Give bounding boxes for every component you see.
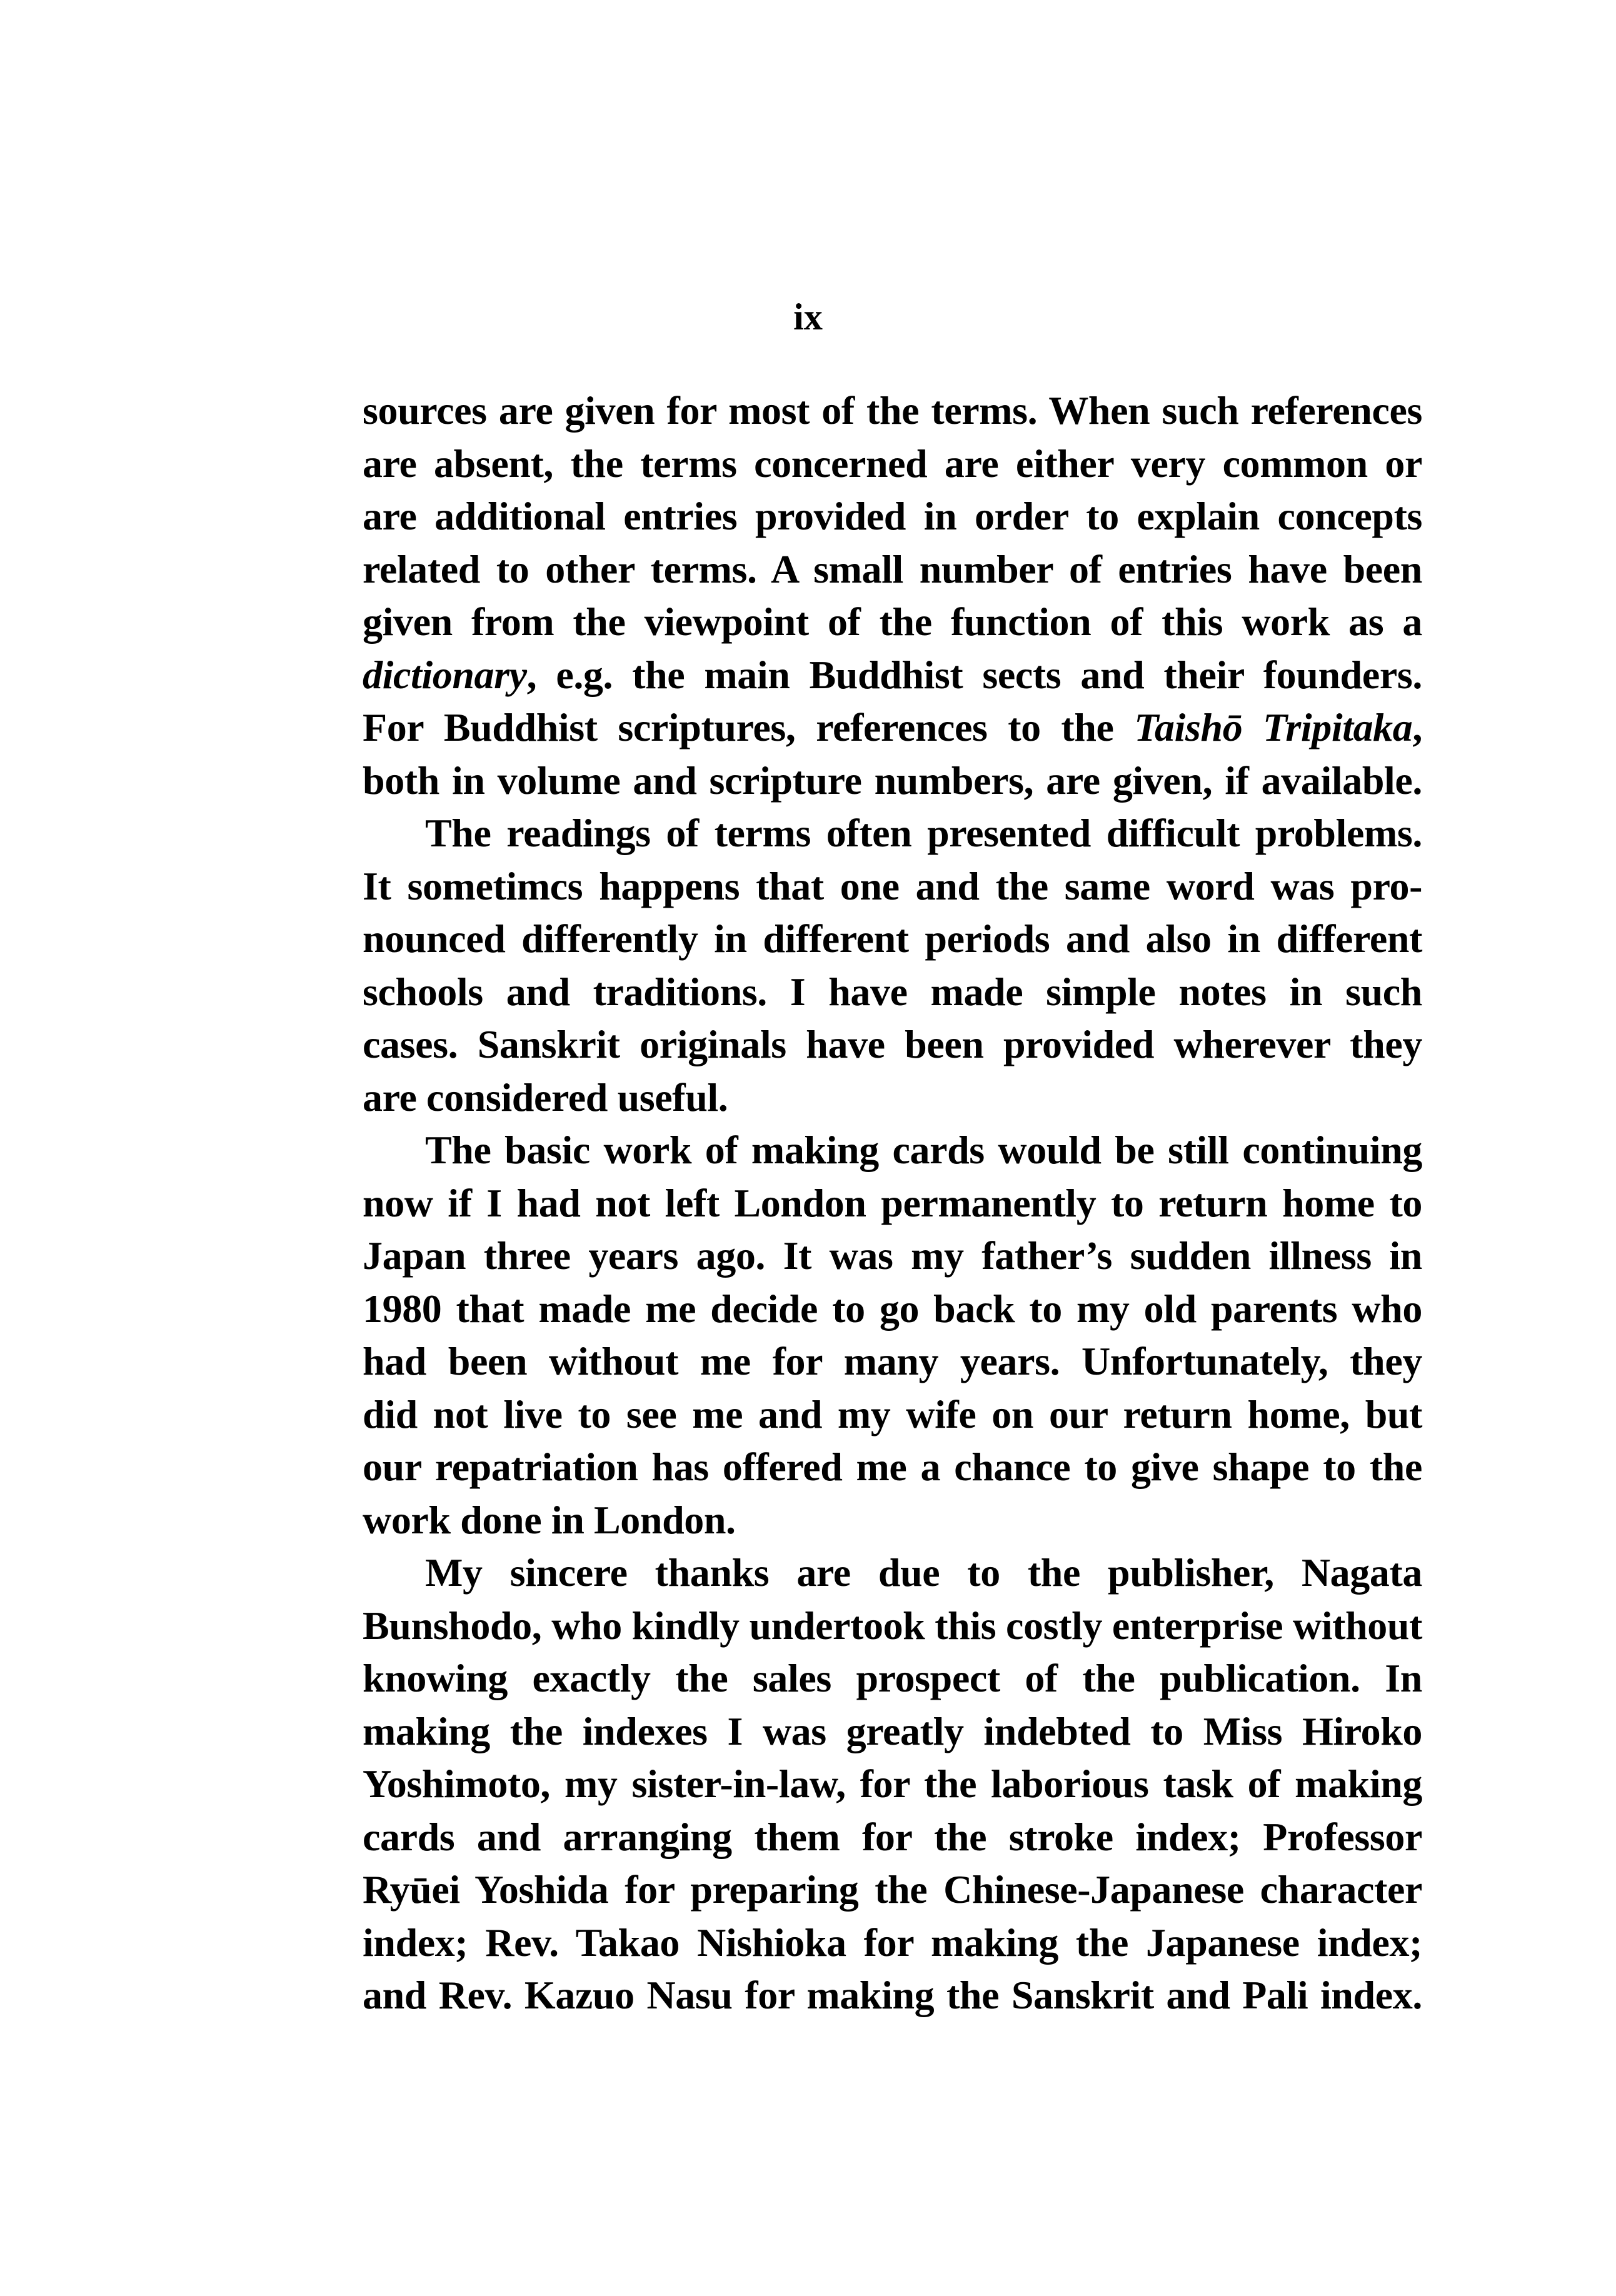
text-line: knowing exactly the sales prospect of the publication. In (363, 1656, 1422, 1700)
body-text (363, 384, 1422, 2022)
text-line: Japan three years ago. It was my father’s sudden illness in (363, 1233, 1422, 1278)
text-line: Ryūei Yoshida for preparing the Chinese-Japanese character (363, 1867, 1422, 1912)
text-line: now if I had not left London permanently to return home to (363, 1180, 1422, 1225)
text-line: our repatriation has offered me a chance to give shape to the (363, 1445, 1422, 1489)
text-line: It sometimcs happens that one and the same word was pro- (363, 863, 1422, 908)
text-line: cards and arranging them for the stroke index; Professor (363, 1814, 1422, 1859)
text-line: work done in London. (363, 1497, 736, 1542)
text-line: For Buddhist scriptures, references to the Taishō Tripitaka, (363, 705, 1422, 749)
text-line: index; Rev. Takao Nishioka for making the Japanese index; (363, 1920, 1422, 1965)
page-number: ix (793, 296, 823, 338)
text-line: did not live to see me and my wife on our return home, but (363, 1391, 1422, 1436)
italic-term: Taishō Tripitaka (1134, 705, 1413, 749)
paragraph-start-line: My sincere thanks are due to the publisher, Nagata (425, 1550, 1422, 1595)
text-line: 1980 that made me decide to go back to my old parents who (363, 1286, 1422, 1331)
text-line: both in volume and scripture numbers, are given, if available. (363, 758, 1422, 803)
text-line: dictionary, e.g. the main Buddhist sects and their founders. (363, 652, 1422, 697)
text-line: Bunshodo, who kindly undertook this costly enterprise without (363, 1603, 1422, 1648)
paragraph-start-line: The basic work of making cards would be still continuing (425, 1128, 1422, 1172)
text-line: making the indexes I was greatly indebted to Miss Hiroko (363, 1708, 1422, 1753)
text-line: sources are given for most of the terms. When such references (363, 388, 1422, 433)
text-line: Yoshimoto, my sister-in-law, for the laborious task of making (363, 1762, 1422, 1806)
text-line: related to other terms. A small number of entries have been (363, 546, 1422, 591)
paragraph-start-line: The readings of terms often presented difficult problems. (425, 811, 1422, 855)
text-line: schools and traditions. I have made simple notes in such (363, 969, 1422, 1014)
text-line: had been without me for many years. Unfortunately, they (363, 1339, 1422, 1383)
text-line: are absent, the terms concerned are either very common or (363, 441, 1422, 486)
text-line: are additional entries provided in order to explain concepts (363, 494, 1422, 538)
text-line: are considered useful. (363, 1075, 728, 1120)
text-line: and Rev. Kazuo Nasu for making the Sanskrit and Pali index. (363, 1973, 1422, 2017)
italic-term: dictionary (363, 652, 527, 697)
text-line: cases. Sanskrit originals have been provided wherever they (363, 1022, 1422, 1066)
text-line: given from the viewpoint of the function of this work as a (363, 599, 1422, 644)
text-line: nounced differently in different periods and also in different (363, 916, 1422, 961)
